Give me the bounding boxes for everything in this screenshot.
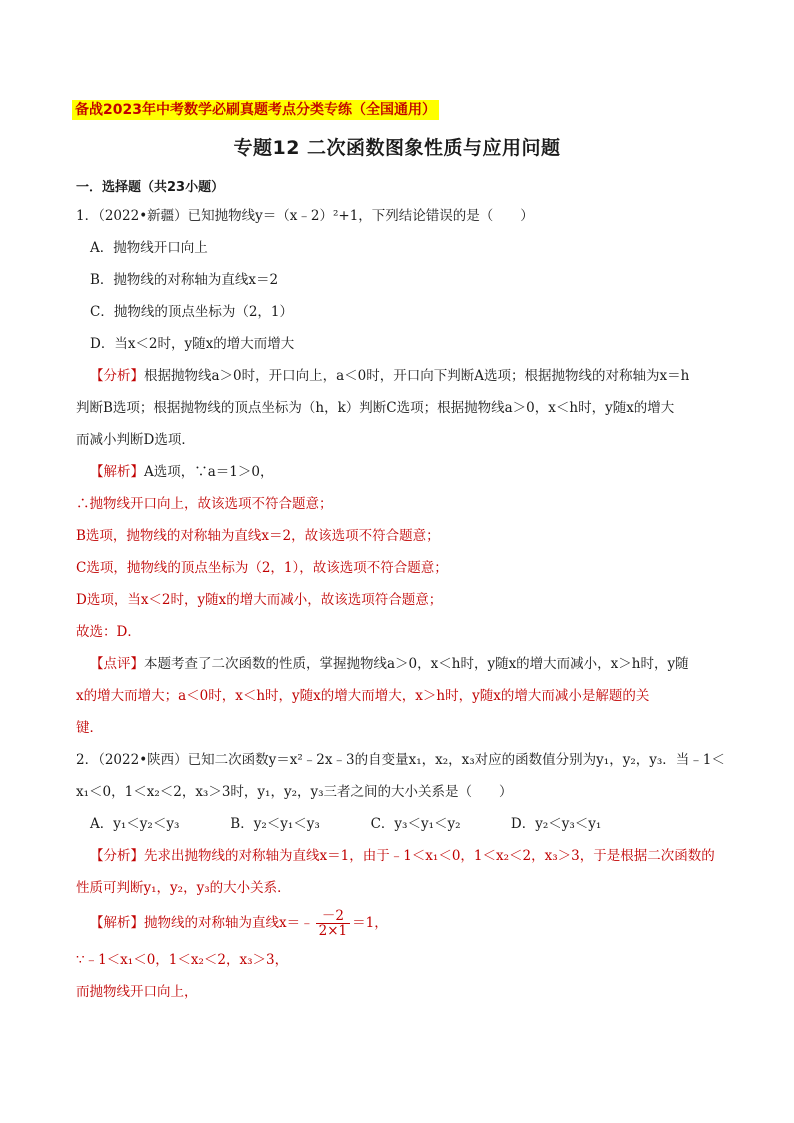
analysis-text: 根据抛物线a＞0时，开口向上，a＜0时，开口向下判断A选项；根据抛物线的对称轴为x＝h xyxy=(144,368,690,384)
q1-comment-line-2: x的增大而增大；a＜0时，x＜h时，y随x的增大而增大，x＞h时，y随x的增大而减小是解题的关 xyxy=(76,688,650,704)
q1-solution-line-5: D选项，当x＜2时，y随x的增大而减小，故该选项符合题意； xyxy=(76,592,443,608)
q1-option-b: B．抛物线的对称轴为直线x＝2 xyxy=(90,272,279,288)
q1-option-d: D．当x＜2时，y随x的增大而增大 xyxy=(90,336,295,352)
analysis-tag: 【分析】 xyxy=(90,368,144,384)
fraction-numerator: －2 xyxy=(316,909,351,924)
q1-solution-line-6: 故选：D． xyxy=(76,624,141,640)
q2-option-a: A．y₁＜y₂＜y₃ xyxy=(90,816,180,832)
q1-solution-line-2: ∴抛物线开口向上，故该选项不符合题意； xyxy=(76,496,333,512)
q1-analysis-line-3: 而减小判断D选项． xyxy=(76,432,195,448)
q1-comment-line-3: 键． xyxy=(76,720,103,736)
q2-stem-line-2: x₁＜0，1＜x₂＜2，x₃＞3时，y₁，y₂，y₃三者之间的大小关系是（ ） xyxy=(76,784,513,800)
analysis-tag: 【分析】 xyxy=(90,848,144,864)
solution-text: 抛物线的对称轴为直线x＝﹣ xyxy=(144,915,314,931)
q1-solution-line-3: B选项，抛物线的对称轴为直线x＝2，故该选项不符合题意； xyxy=(76,528,440,544)
q1-stem: 1．（2022•新疆）已知抛物线y＝（x﹣2）²+1，下列结论错误的是（ ） xyxy=(76,208,534,224)
section-heading: 一．选择题（共23小题） xyxy=(76,180,225,195)
fraction xyxy=(316,909,351,938)
solution-tag: 【解析】 xyxy=(90,915,144,931)
q1-option-c: C．抛物线的顶点坐标为（2，1） xyxy=(90,304,294,320)
q2-solution-line-1 xyxy=(90,906,388,940)
q1-analysis-line-1 xyxy=(90,366,689,386)
q2-analysis-line-2: 性质可判断y₁，y₂，y₃的大小关系． xyxy=(76,880,291,896)
q2-options xyxy=(90,814,601,834)
q1-solution-line-4: C选项，抛物线的顶点坐标为（2，1），故该选项不符合题意； xyxy=(76,560,448,576)
q2-solution-line-3: 而抛物线开口向上， xyxy=(76,984,198,1000)
solution-tag: 【解析】 xyxy=(90,464,144,480)
q1-analysis-line-2: 判断B选项；根据抛物线的顶点坐标为（h，k）判断C选项；根据抛物线a＞0，x＜h时，y随x的增大 xyxy=(76,400,675,416)
q2-stem-line-1: 2．（2022•陕西）已知二次函数y＝x²﹣2x﹣3的自变量x₁，x₂，x₃对应的函数值分别为y₁，y₂，y₃．当﹣1＜ xyxy=(76,752,725,768)
q2-analysis-line-1 xyxy=(90,846,715,866)
solution-text-end: ＝1， xyxy=(352,915,388,931)
solution-text: A选项，∵a＝1＞0， xyxy=(144,464,274,480)
q2-option-c: C．y₃＜y₁＜y₂ xyxy=(370,816,461,832)
q1-solution-line-1 xyxy=(90,462,273,482)
q2-solution-line-2: ∵﹣1＜x₁＜0，1＜x₂＜2，x₃＞3， xyxy=(76,952,289,968)
comment-text: 本题考查了二次函数的性质，掌握抛物线a＞0，x＜h时，y随x的增大而减小，x＞h时，y随 xyxy=(144,656,689,672)
q1-option-a: A．抛物线开口向上 xyxy=(90,240,208,256)
fraction-denominator: 2×1 xyxy=(318,923,348,939)
q2-option-d: D．y₂＜y₃＜y₁ xyxy=(510,816,602,832)
comment-tag: 【点评】 xyxy=(90,656,144,672)
q2-option-b: B．y₂＜y₁＜y₃ xyxy=(230,816,320,832)
analysis-text: 先求出抛物线的对称轴为直线x＝1，由于﹣1＜x₁＜0，1＜x₂＜2，x₃＞3，于是根据二次函数的 xyxy=(144,848,715,864)
q1-comment-line-1 xyxy=(90,654,689,674)
series-banner: 备战2023年中考数学必刷真题考点分类专练（全国通用） xyxy=(72,100,439,120)
page-title: 专题12 二次函数图象性质与应用问题 xyxy=(233,137,561,159)
